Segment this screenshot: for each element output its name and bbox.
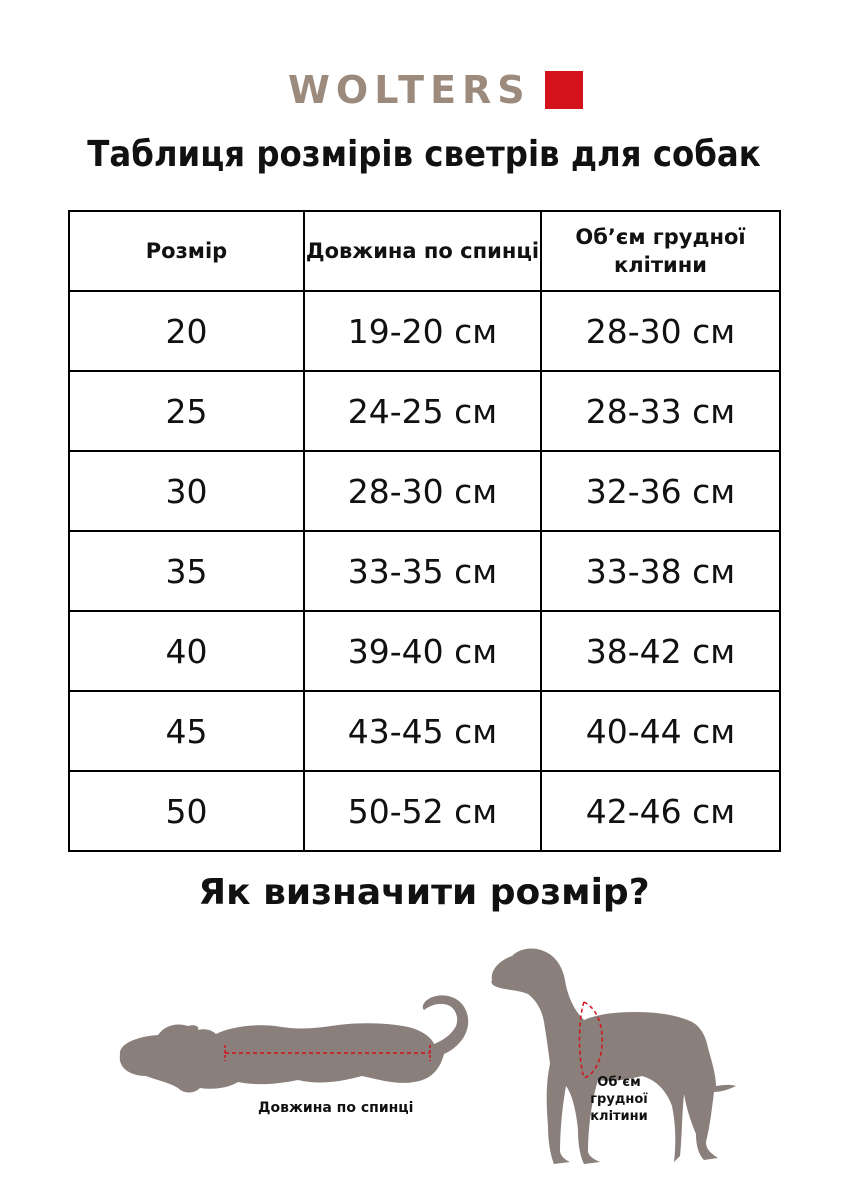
cell-chest-girth: 40-44 см [541, 691, 780, 771]
measurement-illustration [0, 930, 848, 1200]
header-size: Розмір [69, 211, 304, 291]
cell-back-length: 43-45 см [304, 691, 541, 771]
cell-chest-girth: 32-36 см [541, 451, 780, 531]
table-row [69, 691, 780, 771]
cell-size: 35 [69, 531, 304, 611]
cell-size: 45 [69, 691, 304, 771]
table-row [69, 451, 780, 531]
cell-back-length: 19-20 см [304, 291, 541, 371]
brand-name: WOLTERS [288, 68, 531, 112]
cell-size: 40 [69, 611, 304, 691]
table-row [69, 371, 780, 451]
table-row [69, 611, 780, 691]
brand-logo [288, 66, 583, 114]
size-table [68, 210, 781, 852]
cell-chest-girth: 38-42 см [541, 611, 780, 691]
cell-back-length: 24-25 см [304, 371, 541, 451]
dog-top-view-icon [120, 995, 468, 1092]
cell-chest-girth: 28-33 см [541, 371, 780, 451]
cell-back-length: 39-40 см [304, 611, 541, 691]
table-row [69, 291, 780, 371]
page-title: Таблиця розмірів светрів для собак [87, 134, 761, 175]
cell-chest-girth: 33-38 см [541, 531, 780, 611]
chest-girth-caption: Об’єм грудної клітини [590, 1075, 648, 1124]
cell-back-length: 50-52 см [304, 771, 541, 851]
back-length-caption: Довжина по спинці [258, 1100, 414, 1116]
cell-size: 25 [69, 371, 304, 451]
how-to-title: Як визначити розмір? [198, 872, 650, 913]
header-chest-girth: Об’єм грудної клітини [541, 211, 780, 291]
cell-size: 30 [69, 451, 304, 531]
table-header-row [69, 211, 780, 291]
cell-size: 50 [69, 771, 304, 851]
cell-chest-girth: 28-30 см [541, 291, 780, 371]
cell-size: 20 [69, 291, 304, 371]
header-back-length: Довжина по спинці [304, 211, 541, 291]
table-row [69, 531, 780, 611]
table-row [69, 771, 780, 851]
cell-back-length: 28-30 см [304, 451, 541, 531]
cell-chest-girth: 42-46 см [541, 771, 780, 851]
brand-square-icon [545, 71, 583, 109]
cell-back-length: 33-35 см [304, 531, 541, 611]
dog-side-view-icon [491, 949, 736, 1164]
